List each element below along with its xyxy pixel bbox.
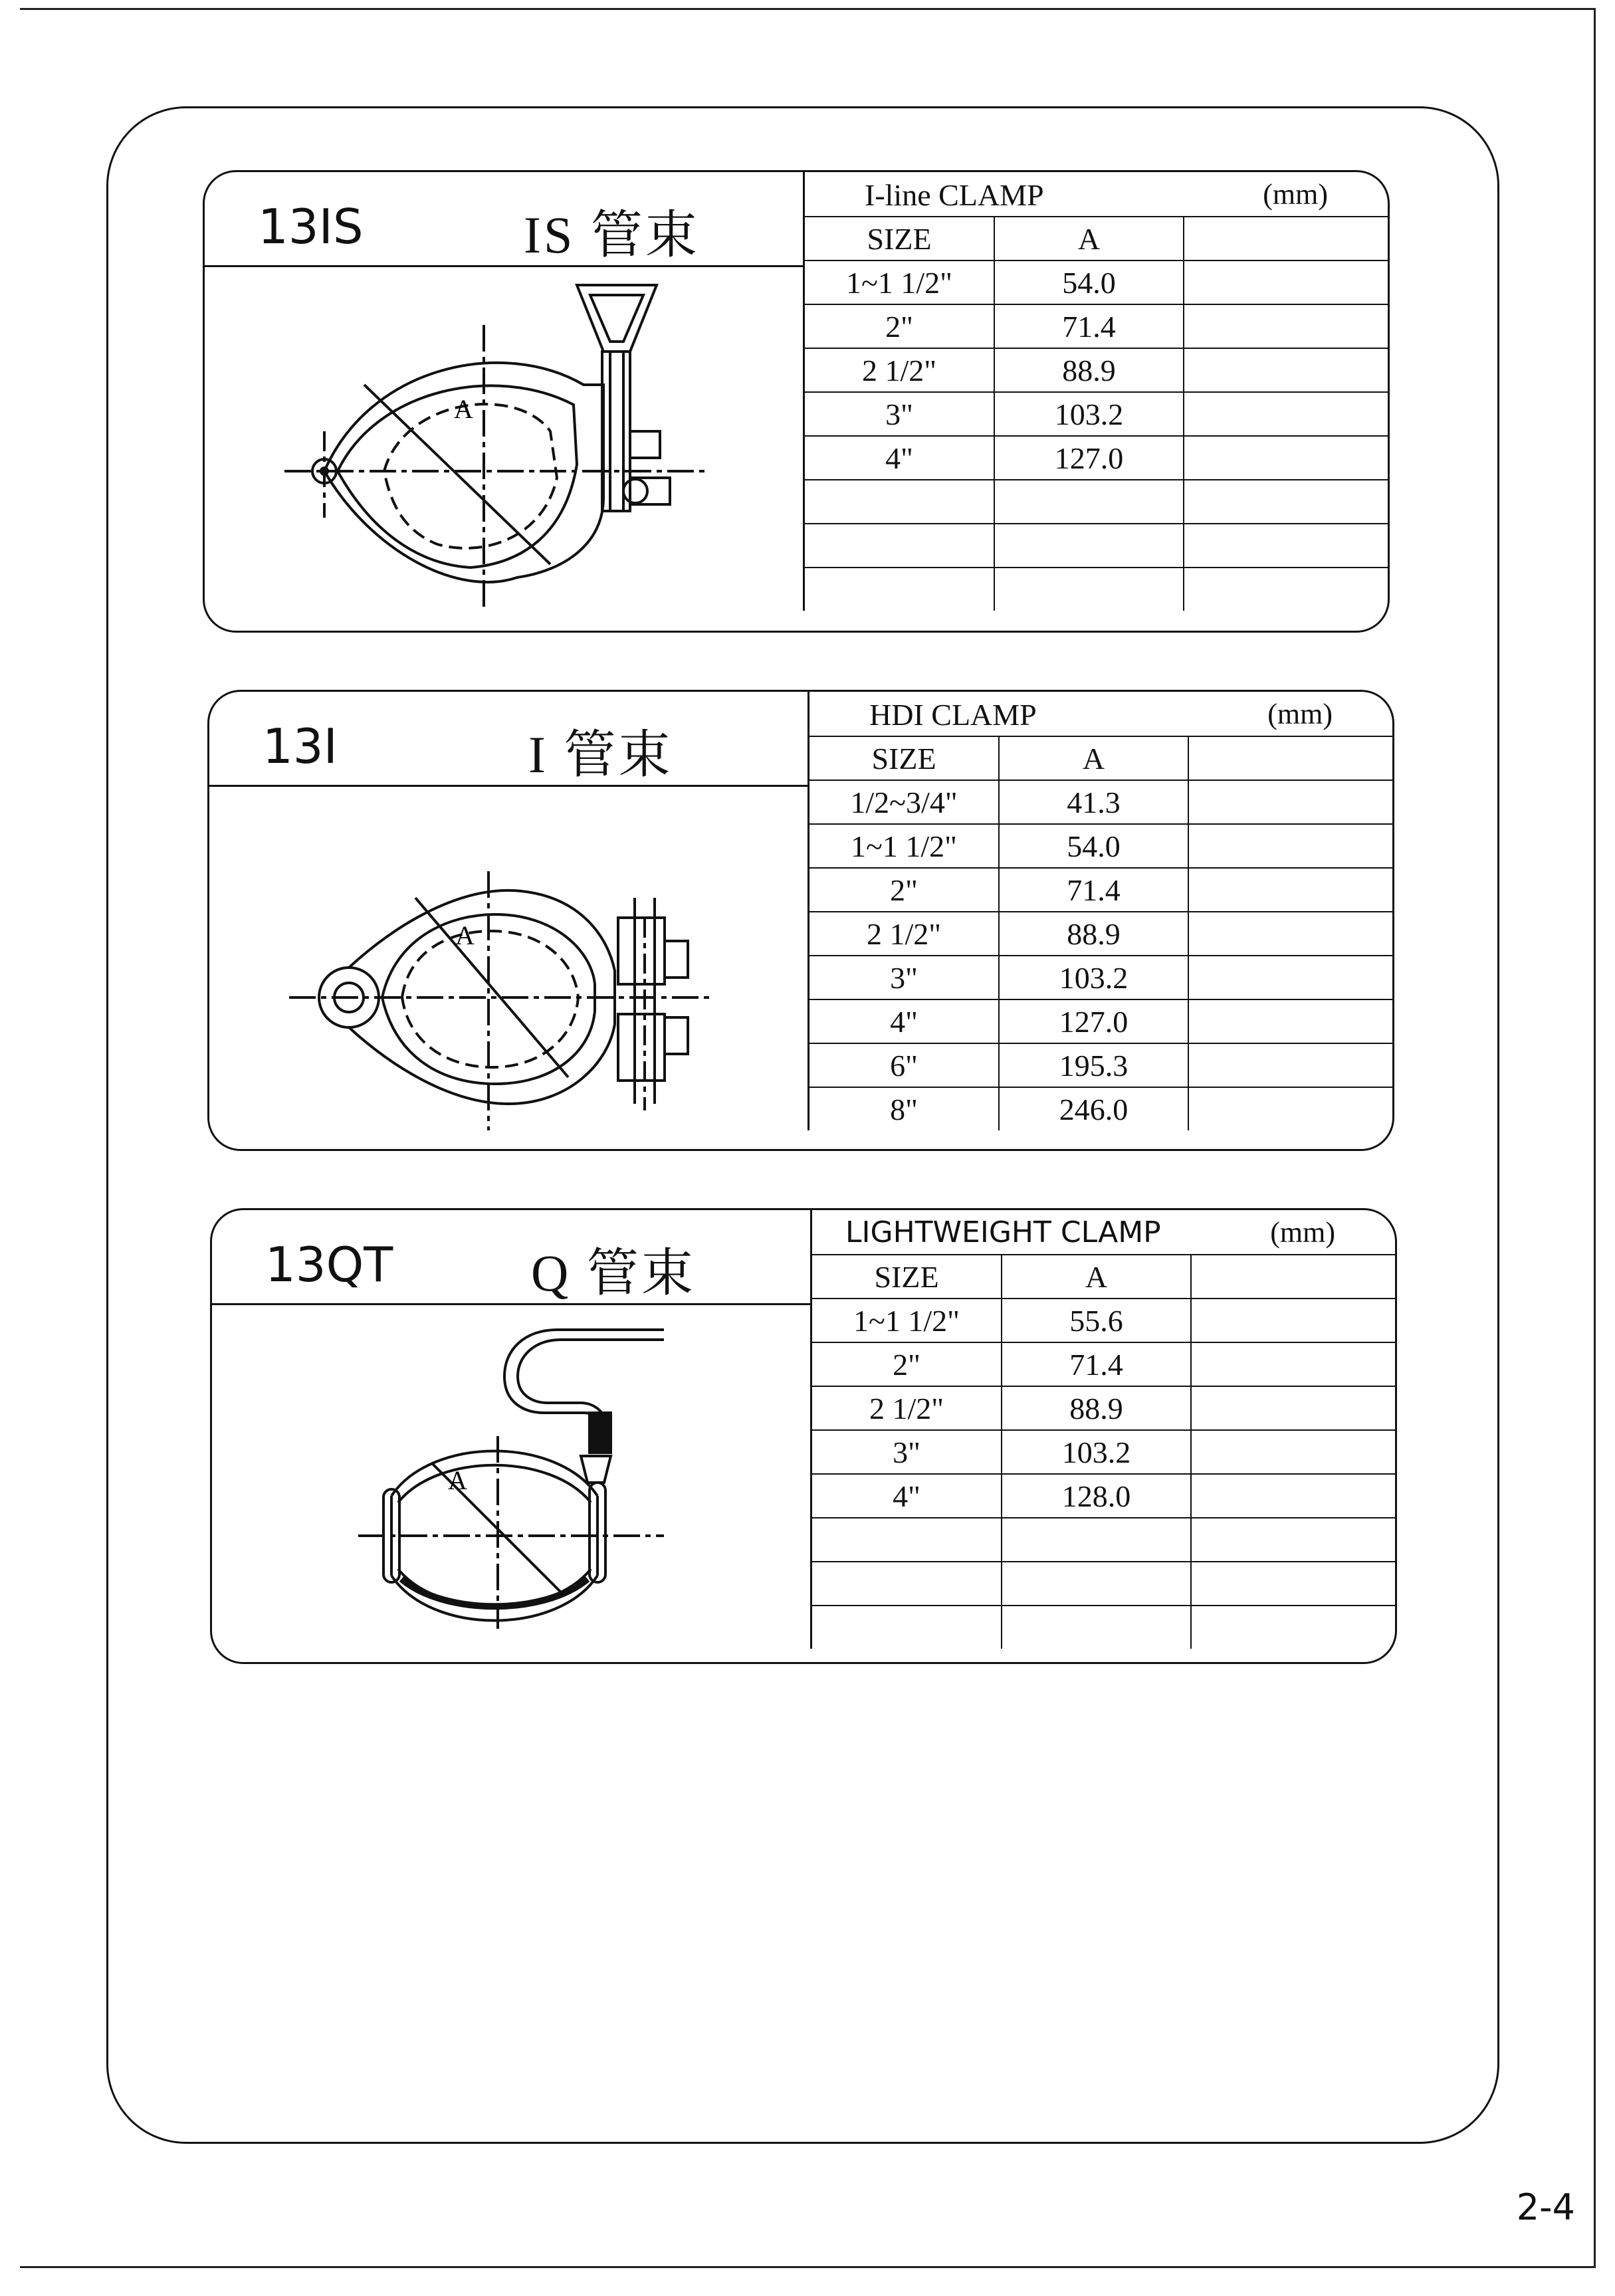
size-cell: 1~1 1/2" — [809, 824, 999, 868]
dimension-label: A — [455, 920, 475, 950]
product-code: 13I — [263, 718, 338, 774]
blank-cell — [1184, 261, 1388, 304]
empty-row — [805, 480, 1388, 524]
spec-table-qt — [810, 1210, 1395, 1649]
a-cell: 71.4 — [999, 868, 1188, 912]
blank-cell — [1188, 999, 1392, 1043]
blank-cell — [1191, 1430, 1395, 1474]
product-name: IS 管束 — [524, 206, 700, 264]
table-row — [809, 1087, 1392, 1130]
blank-cell — [1188, 956, 1392, 999]
table-row — [809, 868, 1392, 912]
size-cell: 3" — [805, 392, 994, 436]
a-cell: 128.0 — [1002, 1474, 1191, 1518]
a-cell: 103.2 — [999, 956, 1188, 999]
blank-cell — [1188, 824, 1392, 868]
col-header-blank — [1184, 217, 1388, 261]
size-cell: 3" — [812, 1430, 1002, 1474]
table-row — [809, 1043, 1392, 1087]
size-cell: 2" — [809, 868, 999, 912]
blank-cell — [1188, 1087, 1392, 1130]
a-cell: 71.4 — [994, 304, 1184, 348]
col-header-blank — [1188, 736, 1392, 780]
a-cell: 41.3 — [999, 780, 1188, 824]
blank-cell — [1191, 1386, 1395, 1430]
blank-cell — [1188, 780, 1392, 824]
spec-table-is — [803, 172, 1388, 611]
blank-cell — [1188, 868, 1392, 912]
clamp-drawing-i — [209, 785, 808, 1151]
table-row — [809, 912, 1392, 956]
table-unit: (mm) — [1267, 698, 1333, 730]
size-cell: 4" — [812, 1474, 1002, 1518]
table-row — [812, 1430, 1395, 1474]
size-cell: 3" — [809, 956, 999, 999]
blank-cell — [1184, 304, 1388, 348]
table-title: I-line CLAMP — [865, 178, 1044, 212]
blank-cell — [1184, 392, 1388, 436]
size-cell: 2" — [812, 1342, 1002, 1386]
col-header-size: SIZE — [809, 736, 999, 780]
clamp-drawing-is — [205, 265, 803, 633]
blank-cell — [1184, 348, 1388, 392]
col-header-size: SIZE — [805, 217, 994, 261]
a-cell: 88.9 — [1002, 1386, 1191, 1430]
table-row — [812, 1299, 1395, 1342]
col-header-blank — [1191, 1255, 1395, 1299]
table-row — [812, 1342, 1395, 1386]
table-row — [812, 1386, 1395, 1430]
col-header-size: SIZE — [812, 1255, 1002, 1299]
size-cell: 6" — [809, 1043, 999, 1087]
size-cell: 2" — [805, 304, 994, 348]
a-cell: 103.2 — [994, 392, 1184, 436]
product-name: Q 管束 — [531, 1244, 696, 1302]
table-title: HDI CLAMP — [869, 698, 1037, 732]
table-row — [805, 304, 1388, 348]
a-cell: 54.0 — [994, 261, 1184, 304]
table-row — [809, 780, 1392, 824]
empty-row — [812, 1606, 1395, 1649]
a-cell: 54.0 — [999, 824, 1188, 868]
a-cell: 88.9 — [994, 348, 1184, 392]
table-row — [809, 999, 1392, 1043]
section-13qt — [210, 1208, 1397, 1664]
dimension-label: A — [454, 394, 473, 424]
table-row — [805, 261, 1388, 304]
a-cell: 88.9 — [999, 912, 1188, 956]
section-13is — [203, 170, 1390, 633]
blank-cell — [1188, 912, 1392, 956]
size-cell: 2 1/2" — [809, 912, 999, 956]
a-cell: 127.0 — [994, 436, 1184, 480]
table-row — [809, 956, 1392, 999]
col-header-a: A — [994, 217, 1184, 261]
section-header — [209, 692, 808, 787]
a-cell: 71.4 — [1002, 1342, 1191, 1386]
table-row — [805, 348, 1388, 392]
blank-cell — [1188, 1043, 1392, 1087]
empty-row — [812, 1518, 1395, 1562]
product-name: I 管束 — [528, 726, 673, 783]
table-row — [812, 1474, 1395, 1518]
blank-cell — [1191, 1299, 1395, 1342]
table-unit: (mm) — [1270, 1216, 1335, 1249]
a-cell: 55.6 — [1002, 1299, 1191, 1342]
size-cell: 1~1 1/2" — [812, 1299, 1002, 1342]
table-row — [805, 392, 1388, 436]
size-cell: 2 1/2" — [805, 348, 994, 392]
clamp-drawing-q — [212, 1303, 810, 1664]
empty-row — [805, 568, 1388, 611]
size-cell: 1~1 1/2" — [805, 261, 994, 304]
size-cell: 4" — [809, 999, 999, 1043]
a-cell: 195.3 — [999, 1043, 1188, 1087]
table-row — [805, 436, 1388, 480]
size-cell: 2 1/2" — [812, 1386, 1002, 1430]
empty-row — [805, 524, 1388, 568]
section-header — [205, 172, 803, 267]
a-cell: 246.0 — [999, 1087, 1188, 1130]
page-number: 2-4 — [1516, 2186, 1575, 2228]
section-header — [212, 1210, 810, 1305]
blank-cell — [1191, 1474, 1395, 1518]
empty-row — [812, 1562, 1395, 1606]
blank-cell — [1184, 436, 1388, 480]
product-code: 13QT — [265, 1237, 393, 1293]
size-cell: 8" — [809, 1087, 999, 1130]
product-code: 13IS — [258, 199, 364, 255]
table-title: LIGHTWEIGHT CLAMP — [845, 1215, 1161, 1249]
size-cell: 1/2~3/4" — [809, 780, 999, 824]
col-header-a: A — [999, 736, 1188, 780]
a-cell: 127.0 — [999, 999, 1188, 1043]
dimension-label: A — [448, 1465, 467, 1495]
spec-table-i — [808, 692, 1392, 1130]
size-cell: 4" — [805, 436, 994, 480]
table-unit: (mm) — [1263, 178, 1328, 211]
a-cell: 103.2 — [1002, 1430, 1191, 1474]
table-row — [809, 824, 1392, 868]
blank-cell — [1191, 1342, 1395, 1386]
col-header-a: A — [1002, 1255, 1191, 1299]
section-13i — [207, 690, 1394, 1151]
